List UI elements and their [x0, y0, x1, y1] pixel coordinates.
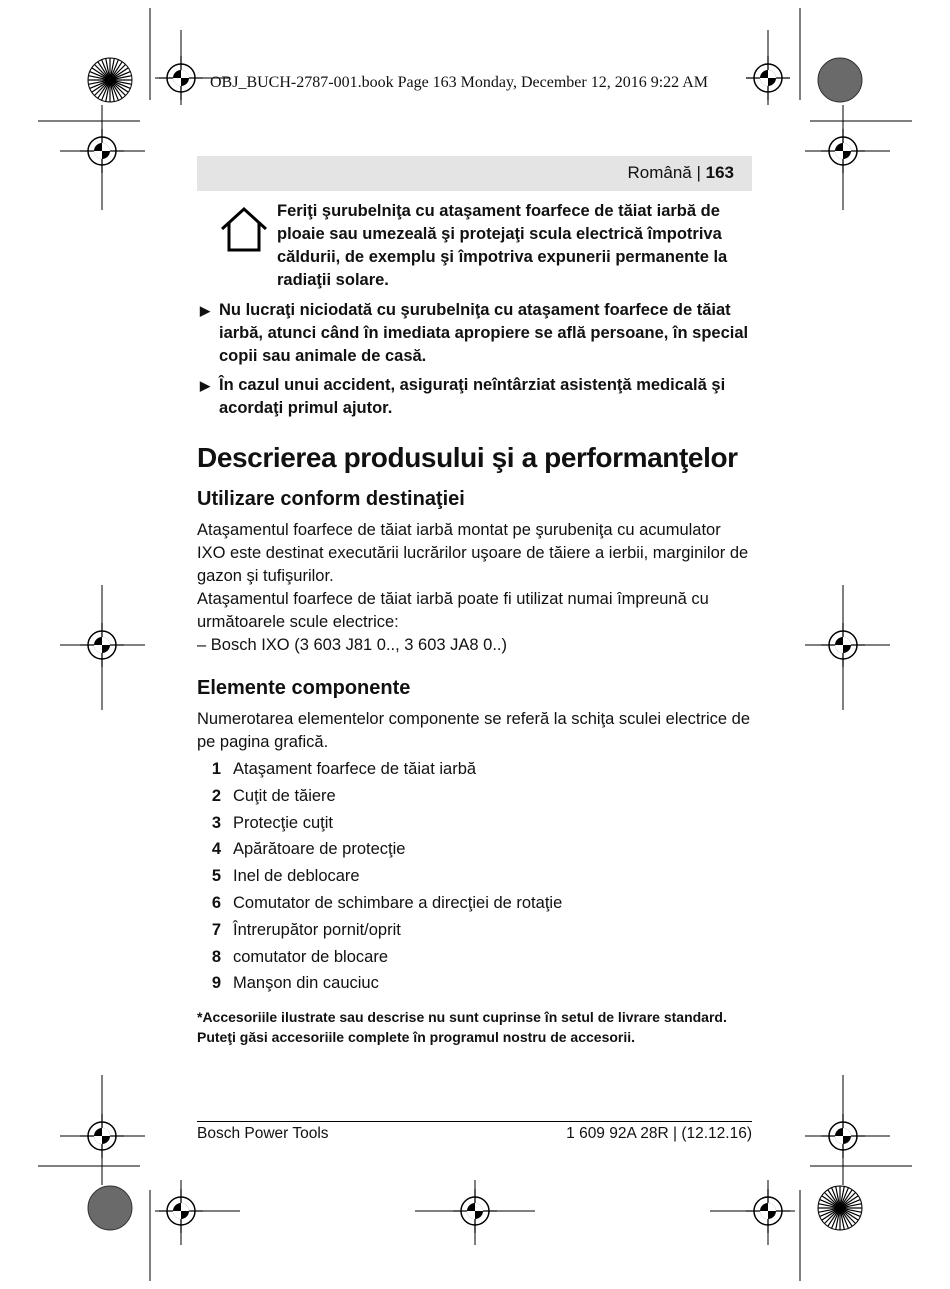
list-item [197, 894, 752, 921]
page-number: 163 [705, 163, 734, 182]
intended-use-heading: Utilizare conform destinaţiei [197, 488, 465, 510]
item-number: 5 [211, 867, 221, 886]
page-header-label: Română | 163 [627, 163, 734, 182]
item-label: comutator de blocare [233, 947, 389, 966]
item-number: 6 [211, 893, 221, 912]
page-content [197, 195, 752, 1047]
house-icon [219, 205, 269, 255]
list-item [197, 840, 752, 867]
accessories-note-line: *Accesoriile ilustrate sau descrise nu sunt cuprinse în setul de livrare standard. [197, 1009, 727, 1026]
footer-rule [197, 1121, 752, 1122]
list-item [197, 374, 752, 420]
intended-use-paragraph: Ataşamentul foarfece de tăiat iarbă poate fi utilizat numai împreună cu următoarele scule electrice: [197, 590, 709, 631]
print-header: OBJ_BUCH-2787-001.book Page 163 Monday, December 12, 2016 9:22 AM [210, 74, 709, 91]
item-number: 4 [211, 840, 221, 859]
item-label: Întrerupător pornit/oprit [233, 920, 401, 939]
item-number: 9 [211, 974, 221, 993]
item-number: 7 [211, 920, 221, 939]
item-number: 2 [211, 786, 221, 805]
footer-brand: Bosch Power Tools [197, 1125, 329, 1142]
list-item [197, 867, 752, 894]
list-item [197, 921, 752, 948]
components-heading: Elemente componente [197, 677, 411, 699]
components-list [197, 760, 752, 1001]
item-label: Ataşament foarfece de tăiat iarbă [233, 760, 477, 778]
triangle-bullet-icon: ▶ [200, 303, 210, 318]
page-header-band [197, 156, 752, 191]
item-number: 8 [211, 947, 221, 966]
list-item [197, 760, 752, 787]
bullet-text: În cazul unui accident, asiguraţi neîntârziat asistenţă medicală şi acordaţi primul ajutor. [219, 376, 726, 417]
footer-doc-id: 1 609 92A 28R | (12.12.16) [566, 1125, 752, 1142]
triangle-bullet-icon: ▶ [200, 378, 210, 393]
item-label: Protecţie cuţit [233, 813, 333, 832]
item-label: Inel de deblocare [233, 867, 360, 886]
warning-block [197, 195, 752, 293]
item-label: Apărătoare de protecţie [233, 840, 406, 859]
accessories-note-line: Puteţi găsi accesoriile complete în programul nostru de accesorii. [197, 1029, 636, 1046]
item-label: Manşon din cauciuc [233, 974, 379, 993]
section-title: Descrierea produsului şi a performanţelor [197, 442, 738, 473]
item-label: Cuţit de tăiere [233, 786, 336, 805]
list-item [197, 787, 752, 814]
item-label: Comutator de schimbare a direcţiei de rotaţie [233, 893, 563, 912]
list-item [197, 299, 752, 368]
accessories-note [197, 1007, 752, 1047]
compatible-tool-line: – Bosch IXO (3 603 J81 0.., 3 603 JA8 0..) [197, 636, 508, 654]
list-item [197, 974, 752, 1001]
list-item [197, 814, 752, 841]
language-label: Română [627, 163, 692, 182]
item-number: 1 [211, 760, 221, 778]
components-intro: Numerotarea elementelor componente se referă la schiţa sculei electrice de pe pagina grafică. [197, 710, 751, 751]
bullet-text: Nu lucraţi niciodată cu şurubelniţa cu ataşament foarfece de tăiat iarbă, atunci când în imediata apropiere se află persoane, în special copii sau animale de casă. [219, 301, 749, 365]
warning-text: Feriţi şurubelniţa cu ataşament foarfece de tăiat iarbă de ploaie sau umezeală şi protejaţi scula electrică împotriva căldurii, de exemplu şi împotriva expunerii permanente la radiaţii solare. [277, 202, 728, 289]
item-number: 3 [211, 813, 221, 832]
intended-use-paragraph: Ataşamentul foarfece de tăiat iarbă montat pe şurubeniţa cu acumulator IXO este destinat executării lucrărilor uşoare de tăiere a ierbii, marginilor de gazon şi tufişurilor. [197, 521, 749, 585]
list-item [197, 948, 752, 975]
